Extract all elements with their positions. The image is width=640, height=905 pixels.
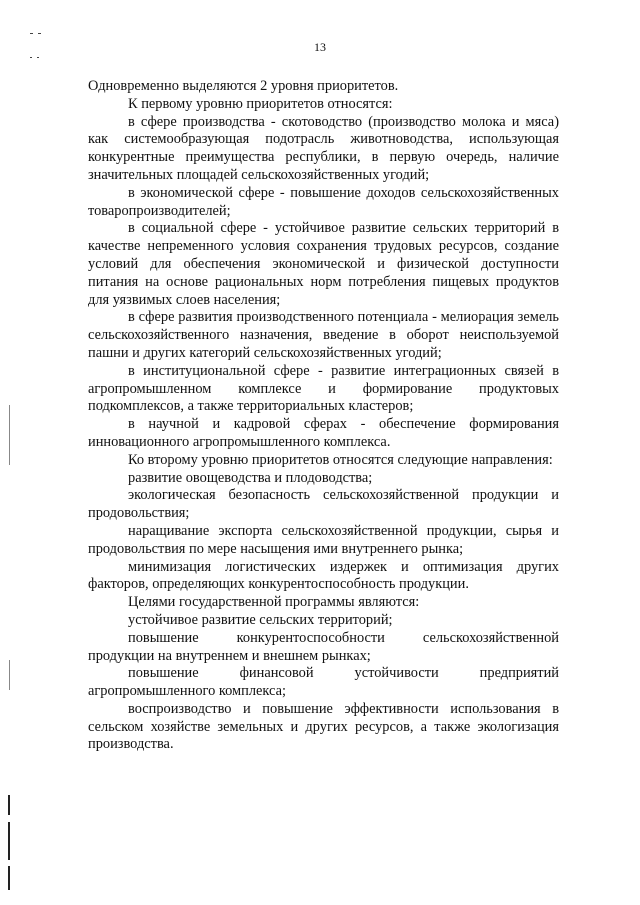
scan-mark (8, 822, 10, 860)
paragraph: в научной и кадровой сферах - обеспечение формирования инновационного агропромышленного комплекса. (88, 416, 559, 450)
document-body (88, 78, 559, 754)
paragraph: в сфере развития производственного потенциала - мелиорация земель сельскохозяйственного назначения, введение в оборот неиспользуемой пашни и других категорий сельскохозяйственных угодий; (88, 309, 559, 361)
paragraph: К первому уровню приоритетов относятся: (128, 95, 393, 112)
paragraph: устойчивое развитие сельских территорий; (128, 611, 393, 628)
paragraph: Целями государственной программы являются: (128, 594, 420, 611)
scan-mark (30, 57, 32, 58)
paragraph: Ко второму уровню приоритетов относятся следующие направления: (128, 451, 553, 468)
scan-mark (30, 33, 33, 34)
paragraph: наращивание экспорта сельскохозяйственной продукции, сырья и продовольствия по мере насыщения ими внутреннего рынка; (88, 522, 559, 557)
paragraph: в экономической сфере - повышение доходов сельскохозяйственных товаропроизводителей; (88, 184, 559, 219)
paragraph: воспроизводство и повышение эффективности использования в сельском хозяйстве земельных и других ресурсов, а также экологизация производства. (88, 700, 559, 753)
scan-mark (9, 405, 10, 465)
paragraph: развитие овощеводства и плодоводства; (128, 469, 373, 486)
scan-mark (8, 795, 10, 815)
scan-mark (8, 866, 10, 890)
paragraph: в социальной сфере - устойчивое развитие сельских территорий в качестве непременного условия сохранения трудовых ресурсов, создание условий для обеспечения экономической и физической доступности питания на основе рациональных норм потребления пищевых продуктов для уязвимых слоев населения; (88, 220, 559, 308)
scan-mark (38, 33, 41, 34)
page-number: 13 (314, 40, 326, 54)
paragraph: Одновременно выделяются 2 уровня приоритетов. (88, 78, 399, 94)
paragraph: в институциональной сфере - развитие интеграционных связей в агропромышленном комплексе и формирование продуктовых подкомплексов, а также территориальных кластеров; (88, 362, 559, 415)
paragraph: повышение финансовой устойчивости предприятий агропромышленного комплекса; (88, 665, 559, 700)
scan-mark (37, 57, 39, 58)
paragraph: в сфере производства - скотоводство (производство молока и мяса) как системообразующая подотрасль животноводства, использующая конкурентные преимущества республики, в первую очередь, наличие значительных площадей сельскохозяйственных угодий; (88, 113, 559, 183)
scan-mark (9, 660, 10, 690)
paragraph: экологическая безопасность сельскохозяйственной продукции и продовольствия; (88, 487, 559, 522)
paragraph: минимизация логистических издержек и оптимизация других факторов, определяющих конкурентоспособность продукции. (88, 558, 559, 593)
paragraph: повышение конкурентоспособности сельскохозяйственной продукции на внутреннем и внешнем рынках; (88, 629, 559, 664)
